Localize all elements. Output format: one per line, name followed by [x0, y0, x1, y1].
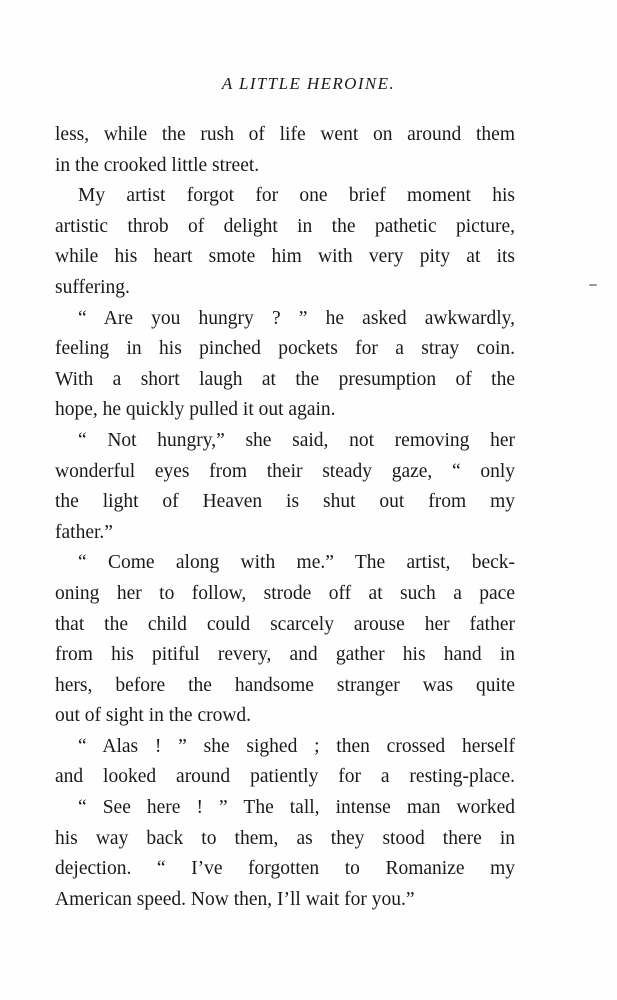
text-line: “ Come along with me.” The artist, beck-: [78, 552, 515, 574]
text-line: out of sight in the crowd.: [55, 705, 252, 727]
text-line: My artist forgot for one brief moment his: [78, 185, 515, 207]
text-line: suffering.: [55, 276, 130, 298]
text-line: “ Alas ! ” she sighed ; then crossed herself: [78, 735, 515, 757]
text-line: in the crooked little street.: [55, 154, 260, 176]
text-line: that the child could scarcely arouse her father: [55, 613, 515, 635]
page-speck: [589, 284, 597, 286]
text-line: “ Not hungry,” she said, not removing her: [78, 429, 515, 451]
text-line: father.”: [55, 521, 113, 543]
text-line: and looked around patiently for a resting-place.: [55, 766, 515, 788]
text-line: oning her to follow, strode off at such a pace: [55, 582, 515, 604]
text-line: from his pitiful revery, and gather his hand in: [55, 644, 515, 666]
text-line: American speed. Now then, I’ll wait for you.”: [55, 888, 415, 910]
text-line: artistic throb of delight in the pathetic picture,: [55, 215, 515, 237]
text-line: With a short laugh at the presumption of the: [55, 368, 515, 390]
text-line: “ Are you hungry ? ” he asked awkwardly,: [78, 307, 515, 329]
text-line: feeling in his pinched pockets for a stray coin.: [55, 338, 515, 360]
text-line: less, while the rush of life went on around them: [55, 124, 515, 145]
body-text: [55, 120, 515, 915]
text-line: hers, before the handsome stranger was quite: [55, 674, 515, 696]
text-line: “ See here ! ” The tall, intense man worked: [78, 797, 515, 819]
text-line: wonderful eyes from their steady gaze, “ only: [55, 460, 515, 482]
text-line: while his heart smote him with very pity at its: [55, 246, 515, 268]
text-line: hope, he quickly pulled it out again.: [55, 399, 336, 421]
running-head: A LITTLE HEROINE.: [221, 74, 396, 93]
text-line: his way back to them, as they stood there in: [55, 827, 515, 849]
text-line: dejection. “ I’ve forgotten to Romanize my: [55, 858, 515, 880]
text-line: the light of Heaven is shut out from my: [55, 491, 515, 513]
